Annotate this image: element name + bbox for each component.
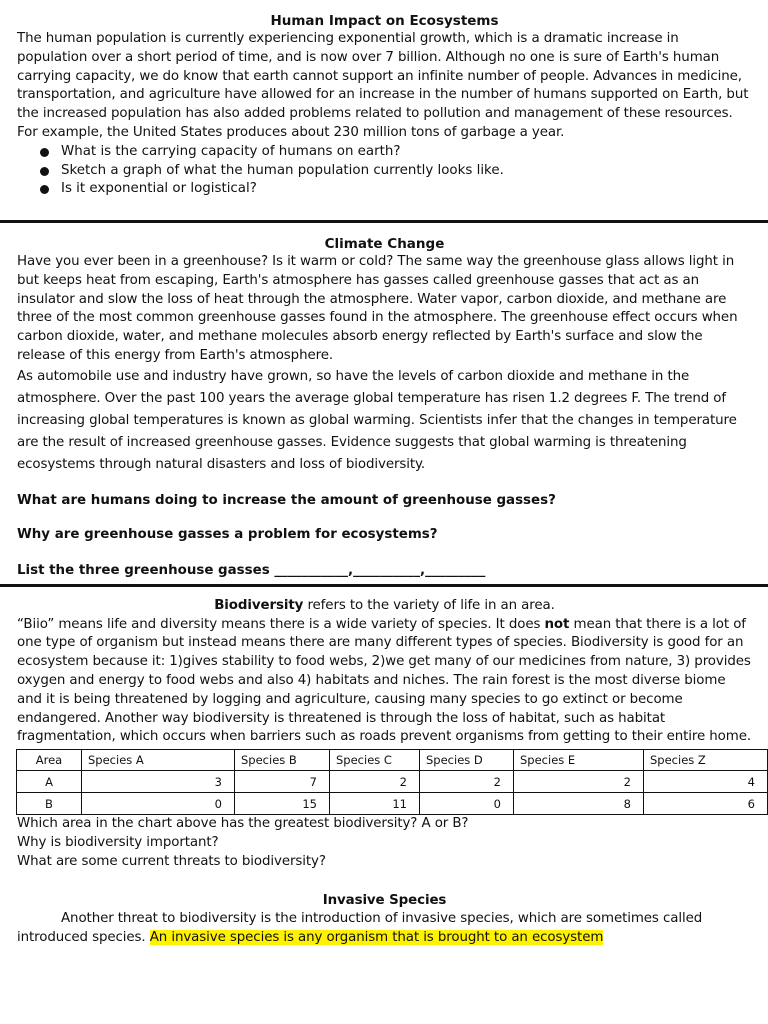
greenhouse-question-1: What are humans doing to increase the amount of greenhouse gasses?: [17, 492, 556, 508]
table-header: Species D: [420, 750, 514, 771]
invasive-species-section: [17, 872, 752, 948]
table-cell: 6: [644, 793, 768, 815]
table-header: Species Z: [644, 750, 768, 771]
biodiversity-question-2: Why is biodiversity important?: [17, 834, 219, 850]
biodiversity-title-rest: refers to the variety of life in an area.: [303, 597, 555, 613]
human-impact-section: [17, 12, 752, 218]
human-impact-body: The human population is currently experiencing exponential growth, which is a dramatic increase in population over a short period of time, and is now over 7 billion. Although no one is sure of Earth's human carrying capacity, we do know that earth cannot support an infinite number of people. Advances in medicine, transportation, and agriculture have allowed for an increase in the number of humans supported on Earth, but the increased population has also added problems related to pollution and management of these resources. For example, the United States produces about 230 million tons of garbage a year.: [17, 31, 749, 140]
climate-change-para2: As automobile use and industry have grown, so have the levels of carbon dioxide and methane in the atmosphere. Over the past 100 years the average global temperature has risen 1.2 degrees F. The trend of increasing global temperatures is known as global warming. Scientists infer that the changes in temperature are the result of increased greenhouse gasses. Evidence suggests that global warming is threatening ecosystems through natural disasters and loss of biodiversity.: [17, 368, 737, 472]
highlighted-definition: An invasive species is any organism that is brought to an ecosystem: [149, 930, 604, 946]
table-header: Species E: [514, 750, 644, 771]
table-header: Species A: [82, 750, 235, 771]
table-cell: 15: [235, 793, 330, 815]
species-table: [16, 749, 768, 815]
table-cell: B: [17, 793, 82, 815]
table-header: Area: [17, 750, 82, 771]
greenhouse-question-2: Why are greenhouse gasses a problem for ecosystems?: [17, 526, 438, 542]
table-cell: 2: [514, 771, 644, 793]
biodiversity-body-start: “Biio” means life and diversity means there is a wide variety of species. It does: [17, 616, 545, 632]
table-cell: 4: [644, 771, 768, 793]
table-header: Species B: [235, 750, 330, 771]
table-cell: 0: [420, 793, 514, 815]
climate-change-title: Climate Change: [324, 236, 445, 252]
biodiversity-section: [17, 589, 755, 872]
table-cell: 2: [420, 771, 514, 793]
section-divider: [0, 584, 768, 587]
climate-change-section: [17, 225, 752, 580]
table-cell: 2: [330, 771, 420, 793]
table-header: Species C: [330, 750, 420, 771]
table-cell: A: [17, 771, 82, 793]
invasive-species-text: Another threat to biodiversity is the introduction of invasive species, which are sometimes called introduced species.: [17, 911, 703, 946]
human-impact-title: Human Impact on Ecosystems: [270, 13, 499, 29]
biodiversity-term: Biodiversity: [214, 597, 304, 613]
biodiversity-title: [17, 597, 752, 616]
climate-change-para1: Have you ever been in a greenhouse? Is it warm or cold? The same way the greenhouse glass allows light in but keeps heat from escaping, Earth's atmosphere has gasses called greenhouse gasses that act as an insulator and slow the loss of heat through the atmosphere. Water vapor, carbon dioxide, and methane are three of the most common greenhouse gasses found in the atmosphere. The greenhouse effect occurs when carbon dioxide, water, and methane molecules absorb energy reflected by Earth's surface and slow the release of this energy from Earth's atmosphere.: [17, 254, 738, 363]
greenhouse-list-question: List the three greenhouse gasses ___________,__________,_________: [17, 562, 486, 578]
table-row: [17, 793, 768, 815]
invasive-species-title: Invasive Species: [322, 892, 447, 908]
biodiversity-body-rest: mean that there is a lot of one type of organism but instead means there are many different types of species. Biodiversity is good for an ecosystem because it: 1)gives stability to food webs, 2)we get many of our medicines from nature, 3) provides oxygen and energy to food webs and also 4) habitats and niches. The rain forest is the most diverse biome and it is being threatened by logging and agriculture, causing many species to go extinct or become endangered. Another way biodiversity is threatened is through the loss of habitat, such as habitat fragmentation, which occurs when barriers such as roads prevent organisms from getting to their entire home.: [17, 616, 752, 745]
invasive-species-body: [17, 910, 752, 948]
biodiversity-question-3: What are some current threats to biodiversity?: [17, 853, 326, 869]
list-item: Sketch a graph of what the human population currently looks like.: [61, 162, 752, 181]
table-cell: 8: [514, 793, 644, 815]
section-divider: [0, 220, 768, 223]
biodiversity-body: [17, 616, 752, 748]
emphasis-not: not: [544, 616, 570, 632]
table-row: [17, 771, 768, 793]
table-header-row: [17, 750, 768, 771]
table-cell: 0: [82, 793, 235, 815]
human-impact-questions: [17, 143, 752, 199]
list-item: What is the carrying capacity of humans on earth?: [61, 143, 752, 162]
table-cell: 3: [82, 771, 235, 793]
table-cell: 7: [235, 771, 330, 793]
biodiversity-question-1: Which area in the chart above has the greatest biodiversity? A or B?: [17, 816, 469, 832]
list-item: Is it exponential or logistical?: [61, 180, 752, 199]
table-cell: 11: [330, 793, 420, 815]
